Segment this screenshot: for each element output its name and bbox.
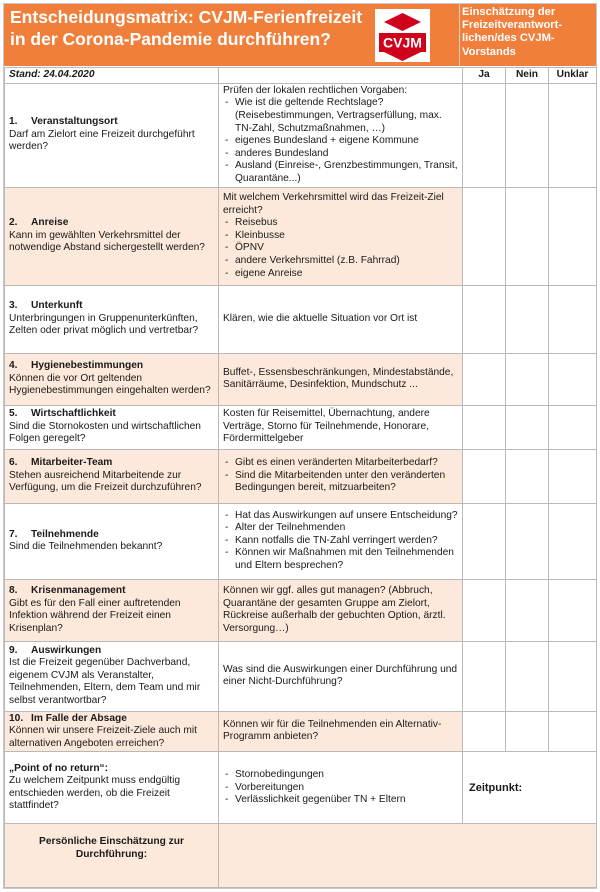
- question-text: Können die vor Ort geltenden Hygienebestimmungen eingehalten werden?: [9, 372, 211, 397]
- details-list-item: - Alter der Teilnehmenden: [223, 522, 458, 535]
- details-list: [223, 457, 458, 495]
- answer-cell-nein[interactable]: [506, 353, 549, 405]
- answer-cell-nein[interactable]: [506, 579, 549, 641]
- question-cell: [5, 83, 219, 187]
- details-list-item: - andere Verkehrsmittel (z.B. Fahrrad): [223, 255, 458, 268]
- answer-cell-unklar[interactable]: [549, 449, 597, 503]
- answer-cell-ja[interactable]: [463, 641, 506, 711]
- question-title: [9, 763, 214, 776]
- title-line-2: in der Corona-Pandemie durchführen?: [10, 29, 331, 49]
- answer-cell-nein[interactable]: [506, 405, 549, 449]
- cvjm-logo-graphic: [375, 9, 430, 62]
- details-cell: [219, 285, 463, 353]
- details-list-item: - Reisebus: [223, 217, 458, 230]
- details-list: [223, 97, 458, 185]
- assessment-line: Freizeitverantwort-: [462, 19, 563, 32]
- question-text: Sind die Stornokosten und wirtschaftlichen Folgen geregelt?: [9, 420, 201, 445]
- details-list-item: - Hat das Auswirkungen auf unsere Entscheidung?: [223, 510, 458, 523]
- question-title: [9, 585, 214, 598]
- question-number: 10.: [9, 712, 24, 724]
- header-divider: [459, 4, 460, 66]
- question-title-text: Hygienebestimmungen: [31, 360, 144, 372]
- details-intro: Was sind die Auswirkungen einer Durchführung und einer Nicht-Durchführung?: [223, 663, 458, 688]
- question-title: [9, 217, 214, 230]
- answer-cell-ja[interactable]: [463, 187, 506, 285]
- answer-cell-ja[interactable]: [463, 711, 506, 752]
- column-header-ja: Ja: [463, 68, 506, 84]
- answer-cell-ja[interactable]: [463, 285, 506, 353]
- details-intro: Klären, wie die aktuelle Situation vor Ort ist: [223, 312, 418, 324]
- details-cell: [219, 83, 463, 187]
- question-text: Ist die Freizeit gegenüber Dachverband, eigenem CVJM als Veranstalter, Teilnehmenden, Eltern, dem Team und mir selbst verantwortbar?: [9, 657, 201, 706]
- question-title: [9, 360, 214, 373]
- details-list-item: - ÖPNV: [223, 242, 458, 255]
- question-cell: [5, 752, 219, 824]
- question-title-text: Wirtschaftlichkeit: [31, 408, 116, 420]
- details-list-item: - eigene Anreise: [223, 268, 458, 281]
- question-number: 2.: [9, 217, 18, 229]
- question-cell: [5, 353, 219, 405]
- details-list-item: - Kann notfalls die TN-Zahl verringert werden?: [223, 535, 458, 548]
- details-list: [223, 510, 458, 573]
- answer-cell-unklar[interactable]: [549, 641, 597, 711]
- question-number: 8.: [9, 584, 18, 596]
- question-title-text: „Point of no return“:: [9, 762, 109, 774]
- question-number: 1.: [9, 116, 18, 128]
- question-title-text: Mitarbeiter-Team: [31, 457, 113, 469]
- question-title-text: Krisenmanagement: [31, 584, 126, 596]
- details-list-item: - Wie ist die geltende Rechtslage? (Reisebestimmungen, Vertragserfüllung, max. TN-Zahl, Schutzmaßnahmen, …): [223, 97, 458, 135]
- question-text: Unterbringungen in Gruppenunterkünften, Zelten oder privat möglich und vertretbar?: [9, 312, 199, 337]
- details-cell: [219, 711, 463, 752]
- question-number: 6.: [9, 457, 18, 469]
- question-text: Darf am Zielort eine Freizeit durchgeführt werden?: [9, 128, 195, 153]
- question-cell: [5, 579, 219, 641]
- details-list-item: - Ausland (Einreise-, Grenzbestimmungen, Transit, Quarantäne...): [223, 160, 458, 185]
- question-cell: [5, 285, 219, 353]
- details-cell: [219, 752, 463, 824]
- column-header-unklar: Unklar: [549, 68, 597, 84]
- answer-cell-unklar[interactable]: [549, 711, 597, 752]
- question-title: [9, 457, 214, 470]
- assessment-line: lichen/des CVJM-: [462, 32, 555, 45]
- answer-cell-nein[interactable]: [506, 503, 549, 579]
- question-title-text: Veranstaltungsort: [31, 116, 118, 128]
- details-list-item: - Vorbereitungen: [223, 782, 458, 795]
- details-list-item: - eigenes Bundesland + eigene Kommune: [223, 135, 458, 148]
- question-number: 9.: [9, 644, 18, 656]
- answer-cell-nein[interactable]: [506, 187, 549, 285]
- personal-assessment-field[interactable]: [219, 824, 597, 888]
- matrix-row: [5, 353, 597, 405]
- details-cell: [219, 405, 463, 449]
- details-list-item: - Gibt es einen veränderten Mitarbeiterbedarf?: [223, 457, 458, 470]
- question-cell: [5, 187, 219, 285]
- answer-cell-unklar[interactable]: [549, 187, 597, 285]
- details-intro: Können wir für die Teilnehmenden ein Alternativ-Programm anbieten?: [223, 718, 442, 743]
- details-intro: Können wir ggf. alles gut managen? (Abbruch, Quarantäne der gesamten Gruppe am Zielort, Rückreise außerhalb der gebuchten Option, ärztl. Versorgung…): [223, 584, 446, 634]
- matrix-row: [5, 579, 597, 641]
- assessment-line: Vorstands: [462, 45, 516, 58]
- matrix-row: [5, 405, 597, 449]
- answer-cell-nein[interactable]: [506, 641, 549, 711]
- logo-text: CVJM: [383, 34, 422, 51]
- question-title-text: Auswirkungen: [31, 644, 102, 656]
- question-text: Sind die Teilnehmenden bekannt?: [9, 541, 163, 553]
- question-text: Gibt es für den Fall einer auftretenden Infektion während der Freizeit einen Krisenplan?: [9, 597, 181, 634]
- zeitpunkt-field[interactable]: Zeitpunkt:: [463, 752, 597, 824]
- details-intro: Prüfen der lokalen rechtlichen Vorgaben:: [223, 84, 408, 96]
- details-list-item: - Stornobedingungen: [223, 769, 458, 782]
- question-cell: [5, 449, 219, 503]
- question-title: [9, 645, 214, 658]
- question-title-text: Anreise: [31, 217, 69, 229]
- question-text: Zu welchem Zeitpunkt muss endgültig entschieden werden, ob die Freizeit stattfindet?: [9, 775, 181, 812]
- answer-cell-nein[interactable]: [506, 711, 549, 752]
- answer-cell-nein[interactable]: [506, 449, 549, 503]
- cvjm-logo: [375, 9, 430, 62]
- details-intro: Mit welchem Verkehrsmittel wird das Freizeit-Ziel erreicht?: [223, 192, 444, 216]
- matrix-row: [5, 449, 597, 503]
- question-text: Kann im gewählten Verkehrsmittel der notwendige Abstand sichergestellt werden?: [9, 229, 205, 254]
- matrix-row: [5, 711, 597, 752]
- personal-assessment-row: [5, 824, 597, 888]
- stand-label: Stand: 24.04.2020: [5, 68, 219, 84]
- header-banner: [4, 4, 596, 66]
- question-cell: [5, 405, 219, 449]
- stand-empty: [219, 68, 463, 84]
- question-number: 5.: [9, 408, 18, 420]
- details-cell: [219, 503, 463, 579]
- question-title: [9, 713, 214, 726]
- matrix-row: [5, 285, 597, 353]
- answer-cell-unklar[interactable]: [549, 503, 597, 579]
- question-cell: [5, 711, 219, 752]
- details-intro: Kosten für Reisemittel, Übernachtung, andere Verträge, Storno für Teilnehmende, Honorare, Fördermittelgeber: [223, 408, 430, 445]
- details-cell: [219, 449, 463, 503]
- details-list: [223, 769, 458, 807]
- assessment-header: [462, 6, 596, 59]
- details-list-item: - anderes Bundesland: [223, 148, 458, 161]
- answer-cell-ja[interactable]: [463, 503, 506, 579]
- details-list-item: - Kleinbusse: [223, 230, 458, 243]
- title-line-1: Entscheidungsmatrix: CVJM-Ferienfreizeit: [10, 7, 363, 27]
- matrix-row: [5, 752, 597, 824]
- question-cell: [5, 641, 219, 711]
- answer-cell-ja[interactable]: [463, 83, 506, 187]
- question-title: [9, 300, 214, 313]
- question-title: [9, 529, 214, 542]
- question-title-text: Im Falle der Absage: [31, 712, 127, 724]
- details-list-item: - Können wir Maßnahmen mit den Teilnehmenden und Eltern besprechen?: [223, 547, 458, 572]
- details-cell: [219, 187, 463, 285]
- decision-matrix-sheet: [3, 3, 597, 889]
- question-title-text: Teilnehmende: [31, 528, 99, 540]
- answer-cell-ja[interactable]: [463, 405, 506, 449]
- stand-row: [5, 68, 597, 84]
- question-text: Stehen ausreichend Mitarbeitende zur Verfügung, um die Freizeit durchzuführen?: [9, 469, 202, 494]
- matrix-row: [5, 83, 597, 187]
- question-cell: [5, 503, 219, 579]
- answer-cell-ja[interactable]: [463, 449, 506, 503]
- details-cell: [219, 353, 463, 405]
- question-number: 3.: [9, 300, 18, 312]
- document-title: [10, 6, 370, 50]
- answer-cell-unklar[interactable]: [549, 579, 597, 641]
- personal-assessment-label: Persönliche Einschätzung zur Durchführung:: [5, 824, 219, 888]
- answer-cell-ja[interactable]: [463, 579, 506, 641]
- details-list-item: - Sind die Mitarbeitenden unter den veränderten Bedingungen bereit, mitzuarbeiten?: [223, 470, 458, 495]
- answer-cell-ja[interactable]: [463, 353, 506, 405]
- question-title: [9, 408, 214, 421]
- answer-cell-unklar[interactable]: [549, 353, 597, 405]
- question-number: 7.: [9, 528, 18, 540]
- question-title-text: Unterkunft: [31, 300, 83, 312]
- details-list-item: - Verlässlichkeit gegenüber TN + Eltern: [223, 794, 458, 807]
- matrix-row: [5, 503, 597, 579]
- details-cell: [219, 641, 463, 711]
- assessment-line: Einschätzung der: [462, 6, 556, 18]
- question-title: [9, 116, 214, 129]
- answer-cell-nein[interactable]: [506, 83, 549, 187]
- answer-cell-unklar[interactable]: [549, 285, 597, 353]
- details-cell: [219, 579, 463, 641]
- matrix-row: [5, 187, 597, 285]
- answer-cell-nein[interactable]: [506, 285, 549, 353]
- matrix-table: [4, 67, 597, 888]
- answer-cell-unklar[interactable]: [549, 83, 597, 187]
- question-number: 4.: [9, 360, 18, 372]
- column-header-nein: Nein: [506, 68, 549, 84]
- details-intro: Buffet-, Essensbeschränkungen, Mindestabstände, Sanitärräume, Desinfektion, Mundschutz ...: [223, 366, 454, 391]
- answer-cell-unklar[interactable]: [549, 405, 597, 449]
- question-text: Können wir unsere Freizeit-Ziele auch mit alternativen Angeboten erreichen?: [9, 725, 197, 749]
- details-list: [223, 217, 458, 280]
- matrix-row: [5, 641, 597, 711]
